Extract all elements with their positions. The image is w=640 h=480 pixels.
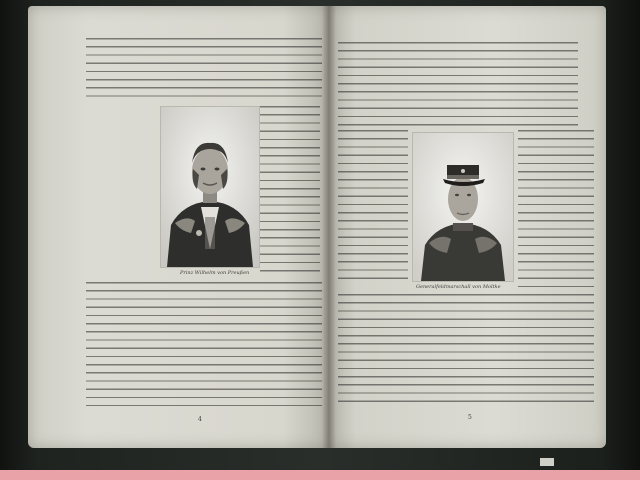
right-text-bottom: [338, 294, 594, 404]
right-portrait-caption: Generalfeldmarschall von Moltke: [416, 284, 501, 290]
left-text-column: [260, 106, 320, 276]
right-text-top: [338, 42, 578, 126]
left-page: [28, 6, 328, 448]
right-text-right-column: [518, 130, 594, 288]
moltke-portrait-image: [413, 133, 513, 281]
left-text-bottom: [86, 282, 322, 406]
right-text-column: [338, 130, 408, 280]
right-page-number: 5: [468, 414, 472, 421]
left-page-number: 4: [198, 416, 202, 423]
right-page: [328, 6, 606, 448]
left-text-top: [86, 38, 322, 102]
bookmark-tag: [540, 458, 554, 466]
book-gutter: [322, 6, 336, 448]
left-portrait: [160, 106, 260, 268]
prince-portrait-image: [161, 107, 259, 267]
right-portrait: [412, 132, 514, 282]
left-portrait-caption: Prinz Wilhelm von Preußen: [180, 270, 250, 276]
